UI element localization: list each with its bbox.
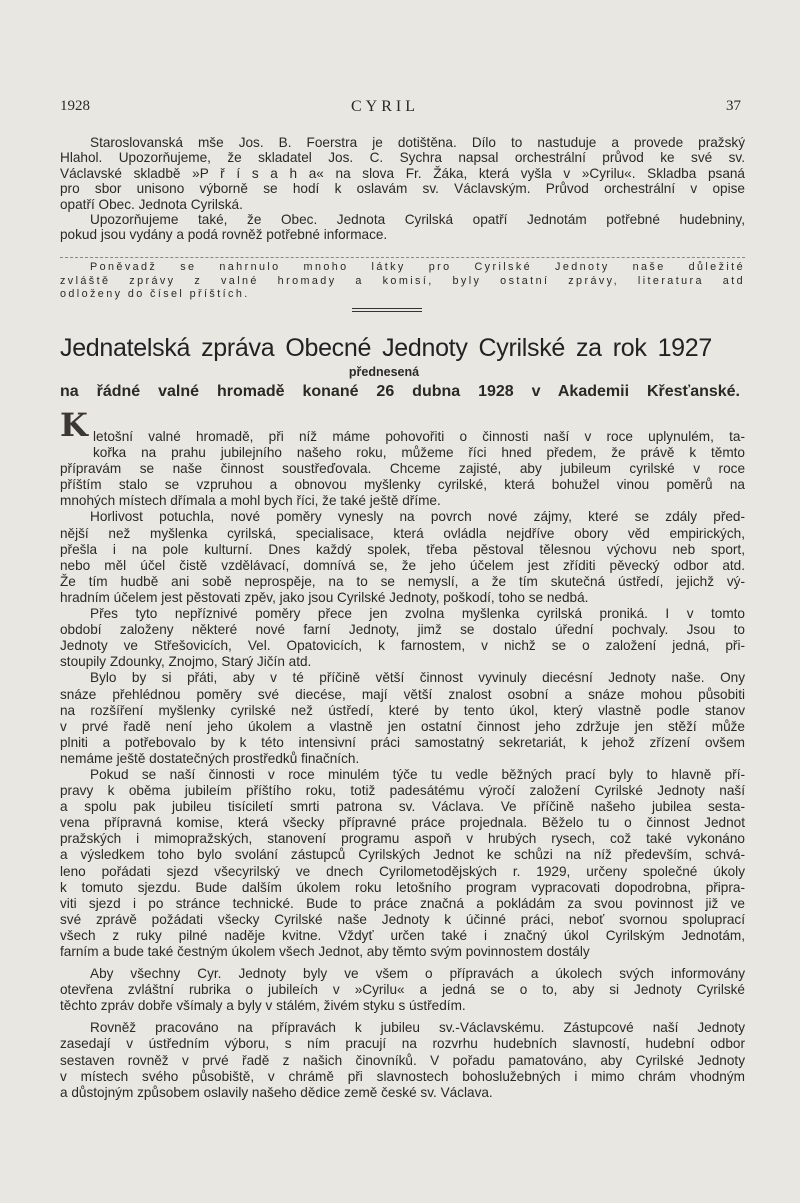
editorial-notice: [60, 261, 745, 302]
header-year: 1928: [60, 98, 90, 114]
text-line: nebo měl účel čistě vzdělávací, domnívá se, že jeho účelem jest zříditi pěvecký odbor atd.: [60, 557, 745, 573]
text-line: Bylo by si přáti, aby v té příčině větší činnost vyvinuly diecésní Jednoty naše. Ony: [90, 670, 745, 686]
page-number: 37: [726, 98, 741, 114]
text-line: všech z ruky pilné naděje kvitne. Vždyť určen také i značný úkol Cyrilským Jednotám,: [60, 927, 745, 943]
running-title: CYRIL: [351, 98, 419, 115]
text-line: Horlivost potuchla, nové poměry vynesly na povrch nové zájmy, které se zdály před-: [90, 509, 745, 525]
text-line: v prvé řadě není jeho úkolem a vlastně jen ostatní činnost jeho zdržuje jen stěží může: [60, 718, 745, 734]
text-line: Že tím hudbě ani sobě neprospěje, na to se nemyslí, a že tím skutečná ústředí, jejichž vý-: [60, 573, 745, 589]
text-line: farním a bude také čestným úkolem všech Jednot, aby těmto svým povinnostem dostály: [60, 944, 590, 959]
text-line: letošní valné hromadě, při níž máme pohovořiti o činnosti naší v roce uplynulém, ta-: [93, 429, 745, 444]
text-line: Václavské skladbě »P ř í s a h a« na slova Fr. Žáka, která vyšla v »Cyrilu«. Skladba psaná: [60, 165, 745, 181]
article-body: [60, 429, 745, 1101]
text-line: zvláště zprávy z valné hromady a komisí, byly ostatní zprávy, literatura atd: [60, 274, 745, 287]
text-line: Staroslovanská mše Jos. B. Foerstra je dotištěna. Dílo to nastuduje a provede pražský: [90, 135, 745, 150]
text-line: odloženy do čísel příštích.: [60, 288, 250, 300]
paragraph: [60, 767, 745, 960]
text-line: otevřena zvláštní rubrika o jubileích v »Cyrilu« a jedná se o to, aby si Jednoty Cyrilské: [60, 982, 745, 998]
text-line: a důstojným způsobem oslavily našeho dědice země české sv. Václava.: [60, 1084, 493, 1100]
paragraph: [60, 606, 745, 670]
text-line: a výsledkem toho bylo svolání zástupců Cyrilských Jednot ke schůzi na níž především, schvá-: [60, 847, 745, 863]
text-line: hradním účelem jest pěstovati zpěv, jako jsou Cyrilské Jednoty, poškodí, toho se nedbá.: [60, 589, 589, 605]
text-line: nější než myšlenka cyrilská, specialisace, která ovládla nejdříve obory věd empirických,: [60, 525, 745, 541]
text-line: plniti a potřebovalo by k této intensivní práci samostatný sekretariát, k jehož zřízení ovšem: [60, 734, 745, 750]
text-line: Jednoty ve Střešovicích, Vel. Opatovicích, k farnostem, v nichž se o založení jedná, při-: [60, 638, 745, 654]
text-line: období založeny některé nové farní Jednoty, jimž se dostalo úřední pochvaly. Jsou to: [60, 622, 745, 638]
article-title: Jednatelská zpráva Obecné Jednoty Cyrilské za rok 1927: [60, 334, 712, 362]
text-line: vena přípravná komise, která všecky přípravné práce projednala. Běželo tu o činnost Jednot: [60, 815, 745, 831]
article-subtitle: na řádné valné hromadě konané 26 dubna 1928 v Akademii Křesťanské.: [60, 383, 740, 400]
text-line: Přes tyto nepříznivé poměry přece jen zvolna myšlenka cyrilská proniká. I v tomto: [90, 606, 745, 622]
article-presented: přednesená: [348, 365, 420, 379]
paragraph: [60, 670, 745, 767]
paragraph: [60, 509, 745, 606]
text-line: Hlahol. Upozorňujeme, že skladatel Jos. C. Sychra napsal orchestrální průvod ke své sv.: [60, 150, 745, 166]
text-line: Poněvadž se nahrnulo mnoho látky pro Cyrilské Jednoty naše důležité: [90, 261, 745, 273]
divider: [60, 257, 745, 258]
paragraph: [60, 1020, 745, 1100]
text-line: Pokud se naší činnosti v roce minulém týče tu vedle běžných prací byly to hlavně pří-: [90, 766, 745, 782]
text-line: opatří Obec. Jednota Cyrilská.: [60, 196, 243, 212]
text-line: těchto zpráv dobře všímaly a byly v stálém, živém styku s ústředím.: [60, 998, 466, 1014]
text-line: k tomuto sjezdu. Bude dalším úkolem roku letošního program vypracovati dopodrobna, připra-: [60, 879, 745, 895]
text-line: snáze přehlédnou poměry své diecése, mají větší znalost osobní a snáze mohou působiti: [60, 686, 745, 702]
text-line: příštím stalo se vzpruhou a obnovou myšlenky cyrilské, která bohužel vinou poměrů na: [60, 477, 745, 493]
text-line: viti sjezd i po stránce technické. Bude to práce značná a pokládám za svou povinnost již ve: [60, 895, 745, 911]
text-line: přípravám se naše činnost soustřeďovala. Chceme zajisté, aby jubileum cyrilské v roce: [60, 461, 745, 477]
text-line: své zprávě požádati všecky Cyrilské naše Jednoty k účinné práci, neboť svornou spoluprací: [60, 911, 745, 927]
paragraph: [60, 966, 745, 1014]
text-line: v místech svého působiště, v chrámě při slavnostech bohoslužebných i mimo chrám vhodným: [60, 1068, 745, 1084]
text-line: stoupily Zdounky, Znojmo, Starý Jičín atd.: [60, 654, 312, 670]
text-line: leno pořádati sjezd všecyrilský ve dnech Cyrilometodějských r. 1929, určeny společné úkoly: [60, 863, 745, 879]
intro-section: [60, 135, 745, 243]
text-line: zasedají v ústředním výboru, s ním pracují na rozvrhu hudebních slavností, hudební odbor: [60, 1036, 745, 1052]
paragraph: [60, 135, 745, 212]
text-line: Rovněž pracováno na přípravách k jubileu sv.-Václavskému. Zástupcové naší Jednoty: [90, 1020, 745, 1036]
text-line: pokud jsou vydány a podá rovněž potřebné informace.: [60, 227, 388, 243]
text-line: pro sbor unisono výborně se hodí k oslavám sv. Václavským. Průvod orchestrální v opise: [60, 181, 745, 197]
text-line: kořka na prahu jubilejního našeho roku, můžeme říci hned předem, že právě k těmto: [93, 445, 745, 461]
paragraph: [60, 261, 745, 302]
text-line: Aby všechny Cyr. Jednoty byly ve všem o přípravách a úkolech svých informovány: [90, 966, 745, 982]
text-line: Upozorňujeme také, že Obec. Jednota Cyrilská opatří Jednotám potřebné hudebniny,: [90, 211, 745, 227]
paragraph: [60, 212, 745, 243]
text-line: na rozšíření myšlenky cyrilské než ústředí, které by tento úkol, který vlastně podle stanov: [60, 702, 745, 718]
paragraph: [60, 429, 745, 509]
text-line: nemáme ještě dostatečných prostředků finačních.: [60, 750, 360, 766]
drop-cap: K: [60, 406, 88, 444]
text-line: pražských i mimopražských, stanovení programu aspoň v hrubých rysech, což také vykonáno: [60, 831, 745, 847]
text-line: sestaven rovněž v prvé řadě z našich činovníků. V pořadu pamatováno, aby Cyrilské Jednoty: [60, 1052, 745, 1068]
text-line: přešla i na pole kulturní. Dnes každý spolek, třeba pěstoval tělesnou výchovu neb sport,: [60, 541, 745, 557]
section-rule: [352, 308, 422, 312]
text-line: mnohých místech dřímala a mohl bych říci, že také ještě dříme.: [60, 493, 441, 509]
text-line: pravy k oběma jubileím příštího roku, totiž padesátému výročí založení Cyrilské Jednoty naší: [60, 783, 745, 799]
text-line: a spolu pak jubileu tisíciletí smrti patrona sv. Václava. Ve příčině našeho jubilea sesta-: [60, 799, 745, 815]
